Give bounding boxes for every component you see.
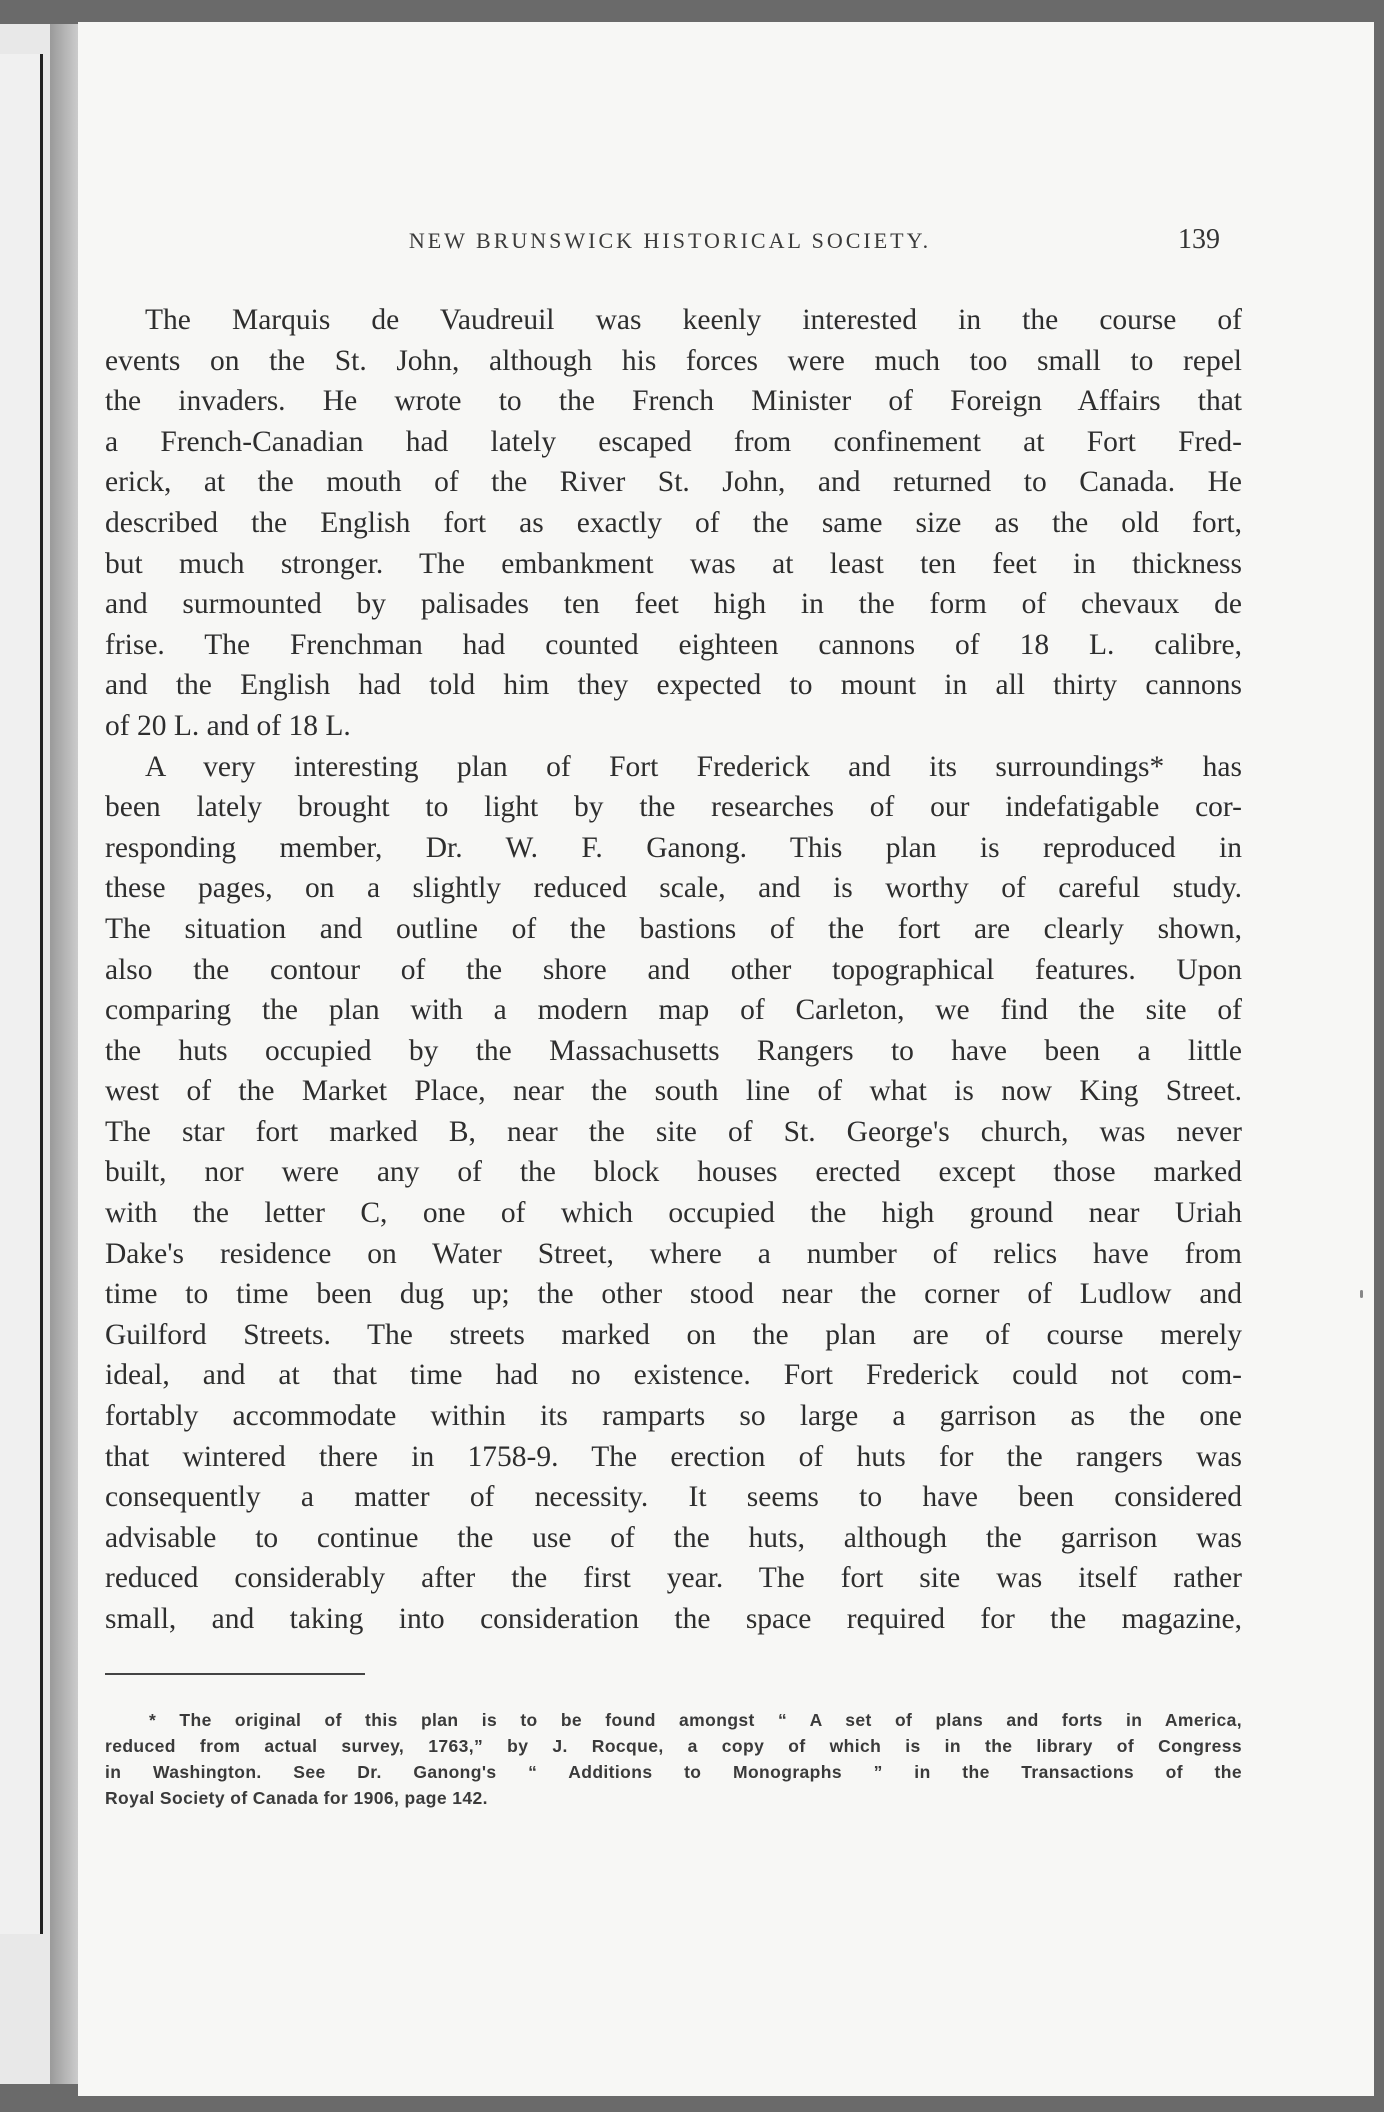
text-line: time to time been dug up; the other stood near the corner of Ludlow and	[105, 1278, 1242, 1311]
text-line: and surmounted by palisades ten feet high in the form of chevaux de	[105, 588, 1242, 621]
text-line: and the English had told him they expected to mount in all thirty cannons	[105, 669, 1242, 702]
text-line: but much stronger. The embankment was at least ten feet in thickness	[105, 547, 1242, 580]
text-line: Guilford Streets. The streets marked on the plan are of course merely	[105, 1318, 1242, 1351]
text-line: reduced considerably after the first year. The fort site was itself rather	[105, 1562, 1242, 1595]
text-line: that wintered there in 1758-9. The erection of huts for the rangers was	[105, 1440, 1242, 1473]
text-line: with the letter C, one of which occupied the high ground near Uriah	[105, 1197, 1242, 1230]
text-line: events on the St. John, although his forces were much too small to repel	[105, 344, 1242, 377]
text-line: The Marquis de Vaudreuil was keenly interested in the course of	[145, 304, 1242, 336]
text-line: of 20 L. and of 18 L.	[105, 709, 351, 742]
footnote-line: * The original of this plan is to be found amongst “ A set of plans and forts in America,	[149, 1710, 1242, 1730]
text-line: described the English fort as exactly of the same size as the old fort,	[105, 506, 1242, 539]
text-line: small, and taking into consideration the space required for the magazine,	[105, 1603, 1242, 1635]
text-line: been lately brought to light by the researches of our indefatigable cor-	[105, 791, 1242, 824]
text-line: these pages, on a slightly reduced scale, and is worthy of careful study.	[105, 872, 1242, 905]
text-line: advisable to continue the use of the huts, although the garrison was	[105, 1521, 1242, 1554]
paragraph-1	[105, 300, 1242, 747]
paragraph-2	[105, 747, 1242, 1640]
text-line: comparing the plan with a modern map of Carleton, we find the site of	[105, 994, 1242, 1027]
footnote-line: Royal Society of Canada for 1906, page 142.	[105, 1788, 488, 1808]
running-head: NEW BRUNSWICK HISTORICAL SOCIETY.	[408, 228, 932, 253]
footnote	[105, 1707, 1242, 1811]
text-line: The star fort marked B, near the site of St. George's church, was never	[105, 1115, 1242, 1148]
text-line: Dake's residence on Water Street, where a number of relics have from	[105, 1237, 1242, 1270]
scan-speck	[1360, 1290, 1363, 1298]
text-line: fortably accommodate within its ramparts so large a garrison as the one	[105, 1400, 1242, 1433]
text-line: consequently a matter of necessity. It seems to have been considered	[105, 1481, 1242, 1514]
text-line: The situation and outline of the bastions of the fort are clearly shown,	[105, 912, 1242, 945]
footnote-divider	[105, 1673, 365, 1675]
page-number: 139	[1178, 224, 1220, 255]
facing-page-edge	[0, 24, 52, 2084]
page-header	[120, 224, 1220, 268]
text-line: ideal, and at that time had no existence. Fort Frederick could not com-	[105, 1359, 1242, 1392]
footnote-line: in Washington. See Dr. Ganong's “ Additions to Monographs ” in the Transactions of the	[105, 1762, 1242, 1782]
body-text	[105, 300, 1242, 1640]
text-line: responding member, Dr. W. F. Ganong. This plan is reproduced in	[105, 831, 1242, 864]
text-line: built, nor were any of the block houses erected except those marked	[105, 1156, 1242, 1189]
text-line: frise. The Frenchman had counted eighteen cannons of 18 L. calibre,	[105, 628, 1242, 661]
text-line: the invaders. He wrote to the French Minister of Foreign Affairs that	[105, 385, 1242, 418]
facing-page-margin	[0, 54, 43, 1934]
text-line: the huts occupied by the Massachusetts Rangers to have been a little	[105, 1034, 1242, 1067]
text-line: A very interesting plan of Fort Frederick and its surroundings* has	[145, 750, 1242, 783]
footnote-line: reduced from actual survey, 1763,” by J. Rocque, a copy of which is in the library of Congress	[105, 1736, 1242, 1756]
book-gutter	[50, 24, 80, 2084]
text-line: a French-Canadian had lately escaped from confinement at Fort Fred-	[105, 425, 1242, 458]
text-line: erick, at the mouth of the River St. John, and returned to Canada. He	[105, 466, 1242, 499]
text-line: also the contour of the shore and other topographical features. Upon	[105, 953, 1242, 986]
text-line: west of the Market Place, near the south line of what is now King Street.	[105, 1075, 1242, 1108]
